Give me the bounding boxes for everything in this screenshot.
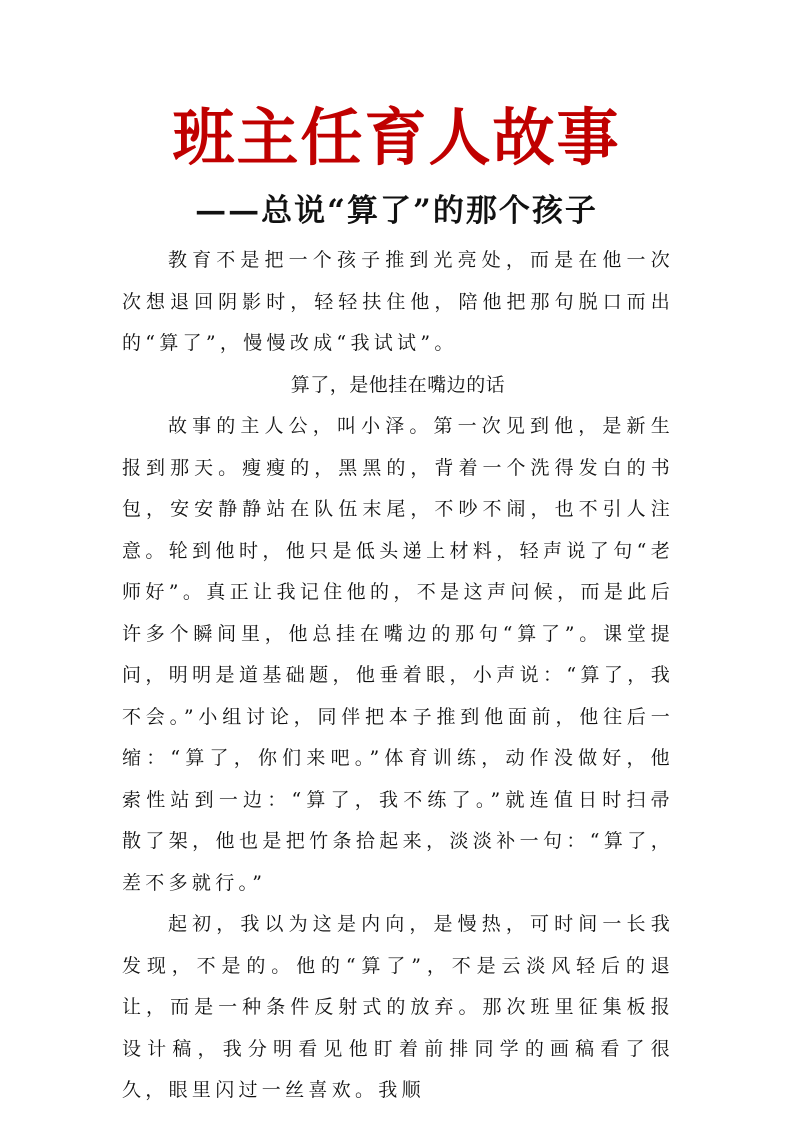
document-body	[122, 240, 674, 1112]
section-heading: 算了，是他挂在嘴边的话	[290, 373, 506, 396]
document-title: 班主任育人故事	[172, 101, 621, 174]
intro-paragraph: 教育不是把一个孩子推到光亮处，而是在他一次次想退回阴影时，轻轻扶住他，陪他把那句脱口而出的“算了”，慢慢改成“我试试”。	[122, 249, 674, 354]
document-subtitle: ——总说“算了”的那个孩子	[195, 193, 598, 229]
body-paragraph: 故事的主人公，叫小泽。第一次见到他，是新生报到那天。瘦瘦的，黑黑的，背着一个洗得发白的书包，安安静静站在队伍末尾，不吵不闹，也不引人注意。轮到他时，他只是低头递上材料，轻声说了句“老师好”。真正让我记住他的，不是这声问候，而是此后许多个瞬间里，他总挂在嘴边的那句“算了”。课堂提问，明明是道基础题，他垂着眼，小声说：“算了，我不会。”小组讨论，同伴把本子推到他面前，他往后一缩：“算了，你们来吧。”体育训练，动作没做好，他索性站到一边：“算了，我不练了。”就连值日时扫帚散了架，他也是把竹条拾起来，淡淡补一句：“算了，差不多就行。”	[122, 415, 674, 894]
body-paragraph: 起初，我以为这是内向，是慢热，可时间一长我发现，不是的。他的“算了”，不是云淡风轻后的退让，而是一种条件反射式的放弃。那次班里征集板报设计稿，我分明看见他盯着前排同学的画稿看了很久，眼里闪过一丝喜欢。我顺	[122, 913, 674, 1101]
